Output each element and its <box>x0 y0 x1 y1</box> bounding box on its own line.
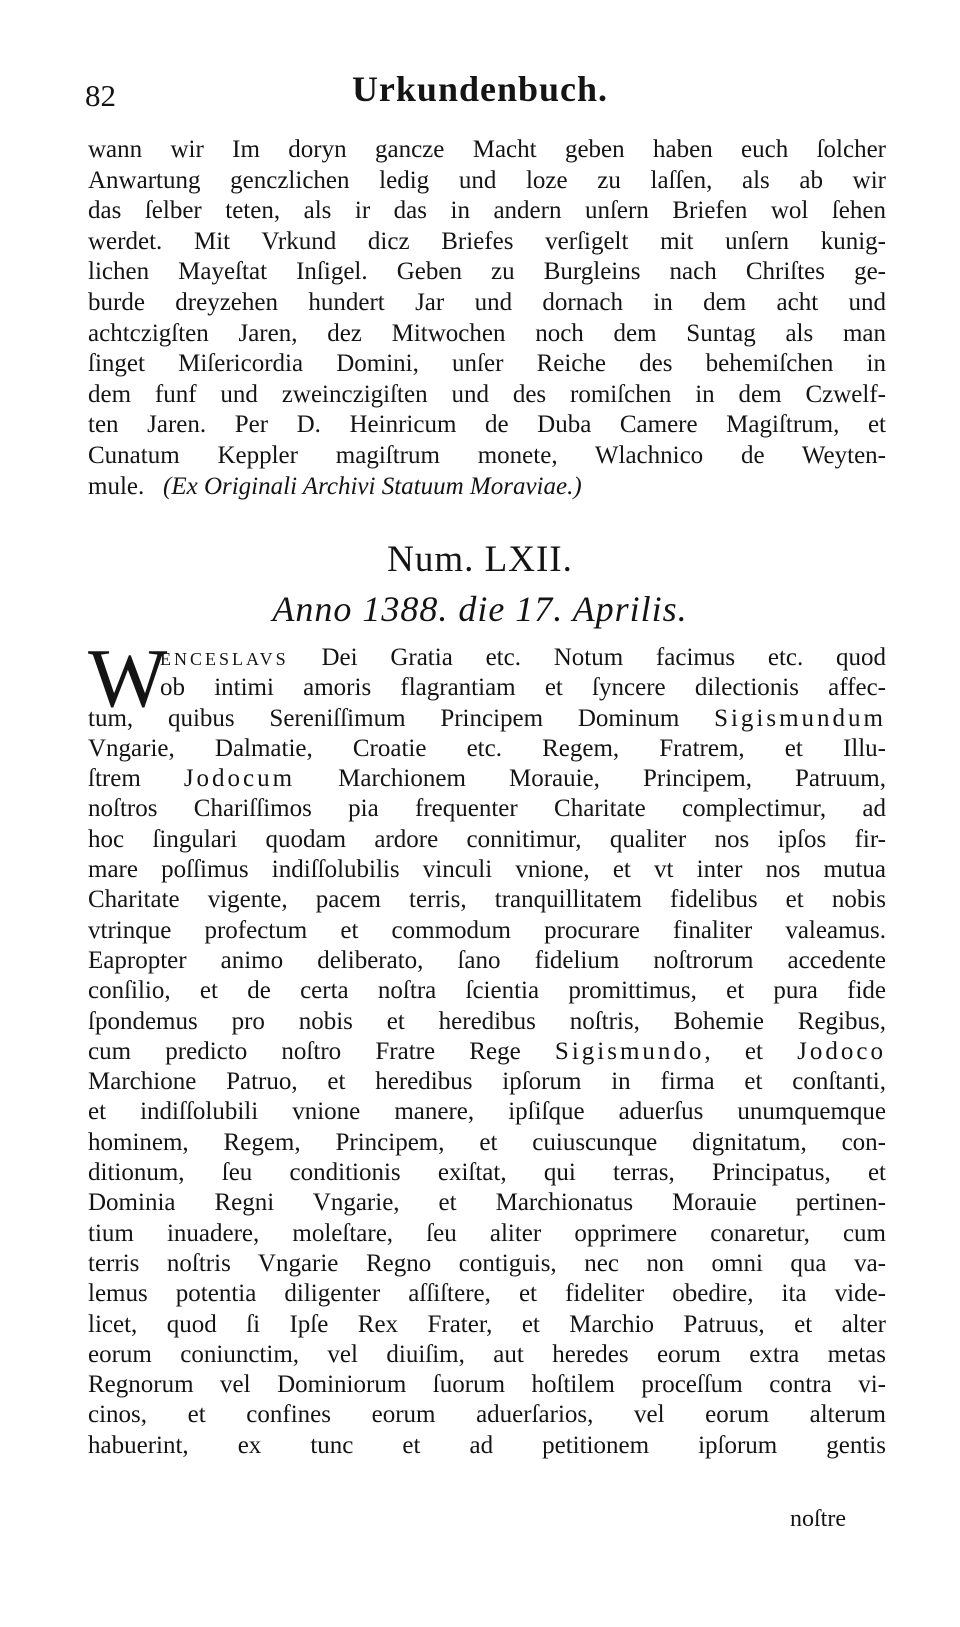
text-line: habuerint, ex tunc et ad petitionem ipſorum gentis <box>88 1431 886 1459</box>
text-line: dem funf und zweinczigiſten und des romiſchen in dem Czwelf- <box>88 380 886 408</box>
text-line: vtrinque profectum et commodum procurare finaliter valeamus. <box>88 916 886 944</box>
text-line: noſtros Chariſſimos pia frequenter Charitate complectimur, ad <box>88 795 886 823</box>
text-line: Charitate vigente, pacem terris, tranquillitatem fidelibus et nobis <box>88 886 886 914</box>
text-line: terris noſtris Vngarie Regno contiguis, nec non omni qua va- <box>88 1249 886 1277</box>
date-line: Anno 1388. die 17. Aprilis. <box>272 589 688 629</box>
text-run: cum predicto noſtro Fratre Rege <box>88 1037 555 1065</box>
text-line: tium inuadere, moleſtare, ſeu aliter opprimere conaretur, cum <box>88 1219 886 1247</box>
text-line: burde dreyzehen hundert Jar und dornach in dem acht und <box>88 288 886 316</box>
text-run: ſtrem <box>88 765 184 793</box>
text-line: Anwartung genczlichen ledig und loze zu laſſen, als ab wir <box>88 166 886 194</box>
text-run: tum, quibus Sereniſſimum Principem Dominum <box>88 704 715 732</box>
text-line <box>88 1037 886 1067</box>
page-number: 82 <box>85 78 116 113</box>
text-line: Cunatum Keppler magiſtrum monete, Wlachnico de Weyten- <box>88 441 886 469</box>
text-line: et indiſſolubili vnione manere, ipſiſque aduerſus unumquemque <box>88 1098 886 1126</box>
text-line: ſpondemus pro nobis et heredibus noſtris, Bohemie Regibus, <box>88 1007 886 1035</box>
spaced-name: Sigismundo <box>554 1037 705 1065</box>
text-line: licet, quod ſi Ipſe Rex Frater, et Marchio Patruus, et alter <box>88 1310 886 1338</box>
text-line: Vngarie, Dalmatie, Croatie etc. Regem, Fratrem, et Illu- <box>88 734 886 762</box>
text-line <box>88 643 886 673</box>
text-line <box>88 472 886 503</box>
catchword: noſtre <box>790 1506 846 1532</box>
text-line: lichen Mayeſtat Inſigel. Geben zu Burgleins nach Chriſtes ge- <box>88 258 886 286</box>
document-text <box>88 643 886 1461</box>
text-line: werdet. Mit Vrkund dicz Briefes verſigelt mit unſern kunig- <box>88 227 886 255</box>
text-line: achtczigſten Jaren, dez Mitwochen noch dem Suntag als man <box>88 319 886 347</box>
drop-cap: W <box>88 632 168 725</box>
text-line: eorum coniunctim, vel diuiſim, aut heredes eorum extra metas <box>88 1340 886 1368</box>
text-line: Regnorum vel Dominiorum ſuorum hoſtilem proceſſum contra vi- <box>88 1371 886 1399</box>
page-header <box>85 64 875 114</box>
text-line: hoc ſingulari quodam ardore connitimur, qualiter nos ipſos fir- <box>88 825 886 853</box>
text-line: Eapropter animo deliberato, ſano fidelium noſtrorum accedente <box>88 946 886 974</box>
text-run: Dei Gratia etc. Notum facimus etc. quod <box>288 644 886 671</box>
previous-document-text <box>88 135 886 502</box>
text-line: lemus potentia diligenter aſſiſtere, et fideliter obedire, ita vide- <box>88 1280 886 1308</box>
text-run: , et <box>704 1037 798 1065</box>
text-line: ſinget Miſericordia Domini, unſer Reiche des behemiſchen in <box>88 350 886 378</box>
text-line: wann wir Im doryn gancze Macht geben haben euch ſolcher <box>88 136 886 163</box>
text-line: ten Jaren. Per D. Heinricum de Duba Camere Magiſtrum, et <box>88 411 886 439</box>
text-line: conſilio, et de certa noſtra ſcientia promittimus, et pura fide <box>88 977 886 1005</box>
spaced-name: Sigismundum <box>714 704 886 732</box>
text-line: Dominia Regni Vngarie, et Marchionatus Morauie pertinen- <box>88 1189 886 1217</box>
spaced-name: Jodoco <box>797 1037 886 1065</box>
text-line <box>88 764 886 794</box>
text-line: ob intimi amoris flagrantiam et ſyncere dilectionis affec- <box>160 674 886 702</box>
text-line: hominem, Regem, Principem, et cuiuscunque dignitatum, con- <box>88 1128 886 1156</box>
running-head: Urkundenbuch. <box>351 69 609 109</box>
spaced-name: Jodocum <box>183 765 296 793</box>
section-number: Num. LXII. <box>387 539 573 580</box>
text-line: ditionum, ſeu conditionis exiſtat, qui terras, Principatus, et <box>88 1159 886 1187</box>
text-line: cinos, et confines eorum aduerſarios, vel eorum alterum <box>88 1401 886 1429</box>
source-note: (Ex Originali Archivi Statuum Moraviae.) <box>163 472 582 500</box>
text-line: das ſelber teten, als ir das in andern unſern Briefen wol ſehen <box>88 197 886 225</box>
text-run: Marchionem Morauie, Principem, Patruum, <box>295 765 886 793</box>
closing-word: mule. <box>88 472 145 500</box>
text-line: Marchione Patruo, et heredibus ipſorum in firma et conſtanti, <box>88 1068 886 1096</box>
text-line: mare poſſimus indiſſolubilis vinculi vnione, et vt inter nos mutua <box>88 856 886 884</box>
text-line <box>88 704 886 734</box>
opening-name: ENCESLAVS <box>160 649 289 669</box>
